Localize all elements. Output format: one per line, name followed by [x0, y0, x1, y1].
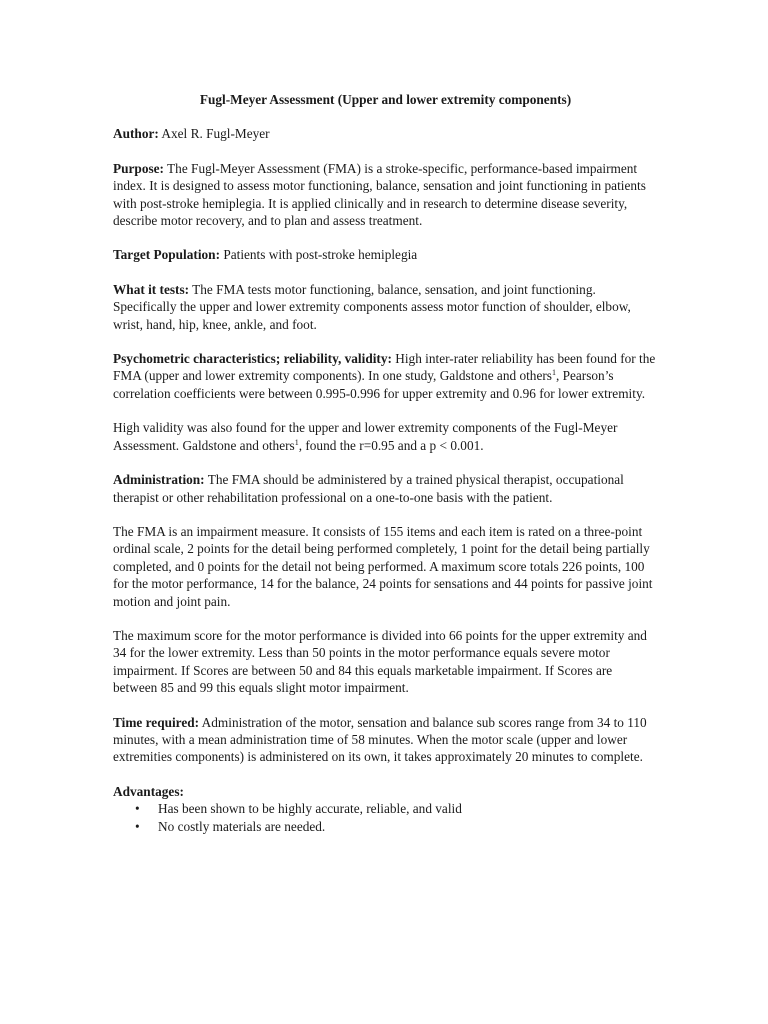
administration-label: Administration: [113, 472, 205, 488]
target-population-text: Patients with post-stroke hemiplegia [220, 247, 418, 263]
list-item-text: No costly materials are needed. [158, 818, 326, 834]
purpose-text: The Fugl-Meyer Assessment (FMA) is a stroke-specific, performance-based impairment index. It is designed to assess motor functioning, balance, sensation and joint functioning in patients with post-stroke hemiplegia. It is applied clinically and in research to determine disease severity, describe motor recovery, and to plan and assess treatment. [113, 160, 646, 229]
scoring-paragraph: The FMA is an impairment measure. It consists of 155 items and each item is rated on a three-point ordinal scale, 2 points for the detail being performed completely, 1 point for the detail being partially completed, and 0 points for the detail not being performed. A maximum score totals 226 points, 100 for the motor performance, 14 for the balance, 24 points for sensations and 44 points for passive joint motion and joint pain. [113, 523, 653, 609]
psychometric-text-a: High inter-rater reliability has been found for the FMA (upper and lower extremity components). In one study, Galdstone and others [113, 351, 656, 384]
administration-text: The FMA should be administered by a trained physical therapist, occupational therapist or other rehabilitation professional on a one-to-one basis with the patient. [113, 472, 624, 505]
validity-paragraph [113, 419, 658, 454]
what-it-tests-paragraph [113, 281, 658, 333]
advantages-list [113, 800, 658, 835]
purpose-label: Purpose: [113, 160, 164, 176]
target-population-paragraph [113, 246, 658, 263]
list-item [113, 800, 658, 817]
document-page [113, 91, 658, 835]
time-required-label: Time required: [113, 714, 200, 730]
list-item-text: Has been shown to be highly accurate, reliable, and valid [158, 801, 462, 817]
motor-scoring-paragraph: The maximum score for the motor performance is divided into 66 points for the upper extremity and 34 for the lower extremity. Less than 50 points in the motor performance equals severe motor impairment. If Scores are between 50 and 84 this equals marketable impairment. If Scores are between 85 and 99 this equals slight motor impairment. [113, 627, 647, 696]
validity-text-b: , found the r=0.95 and a p < 0.001. [298, 437, 484, 453]
author-paragraph [113, 125, 658, 142]
psychometric-paragraph [113, 350, 658, 402]
citation-superscript: 1 [294, 437, 299, 447]
author-text: Axel R. Fugl-Meyer [158, 126, 270, 142]
bullet-icon: • [135, 818, 140, 834]
administration-paragraph [113, 471, 658, 506]
psychometric-text-b: , Pearson’s correlation coefficients were between 0.995-0.996 for upper extremity and 0.96 for lower extremity. [113, 368, 646, 401]
psychometric-label: Psychometric characteristics; reliability, validity: [113, 351, 392, 367]
document-title: Fugl-Meyer Assessment (Upper and lower extremity components) [199, 92, 572, 107]
purpose-paragraph [113, 160, 658, 230]
validity-text-a: High validity was also found for the upper and lower extremity components of the Fugl-Meyer Assessment. Galdstone and others [113, 420, 618, 453]
citation-superscript: 1 [551, 368, 556, 378]
what-it-tests-label: What it tests: [113, 281, 190, 297]
advantages-heading: Advantages: [113, 783, 184, 799]
what-it-tests-text: The FMA tests motor functioning, balance, sensation, and joint functioning. Specifically the upper and lower extremity components assess motor function of shoulder, elbow, wrist, hand, hip, knee, ankle, and foot. [113, 281, 631, 332]
time-required-paragraph [113, 714, 658, 766]
time-required-text: Administration of the motor, sensation and balance sub scores range from 34 to 110 minutes, with a mean administration time of 58 minutes. When the motor scale (upper and lower extremities components) is administered on its own, it takes approximately 20 minutes to complete. [113, 714, 647, 765]
target-population-label: Target Population: [113, 247, 220, 263]
bullet-icon: • [135, 801, 140, 817]
author-label: Author: [113, 126, 159, 142]
list-item [113, 818, 658, 835]
